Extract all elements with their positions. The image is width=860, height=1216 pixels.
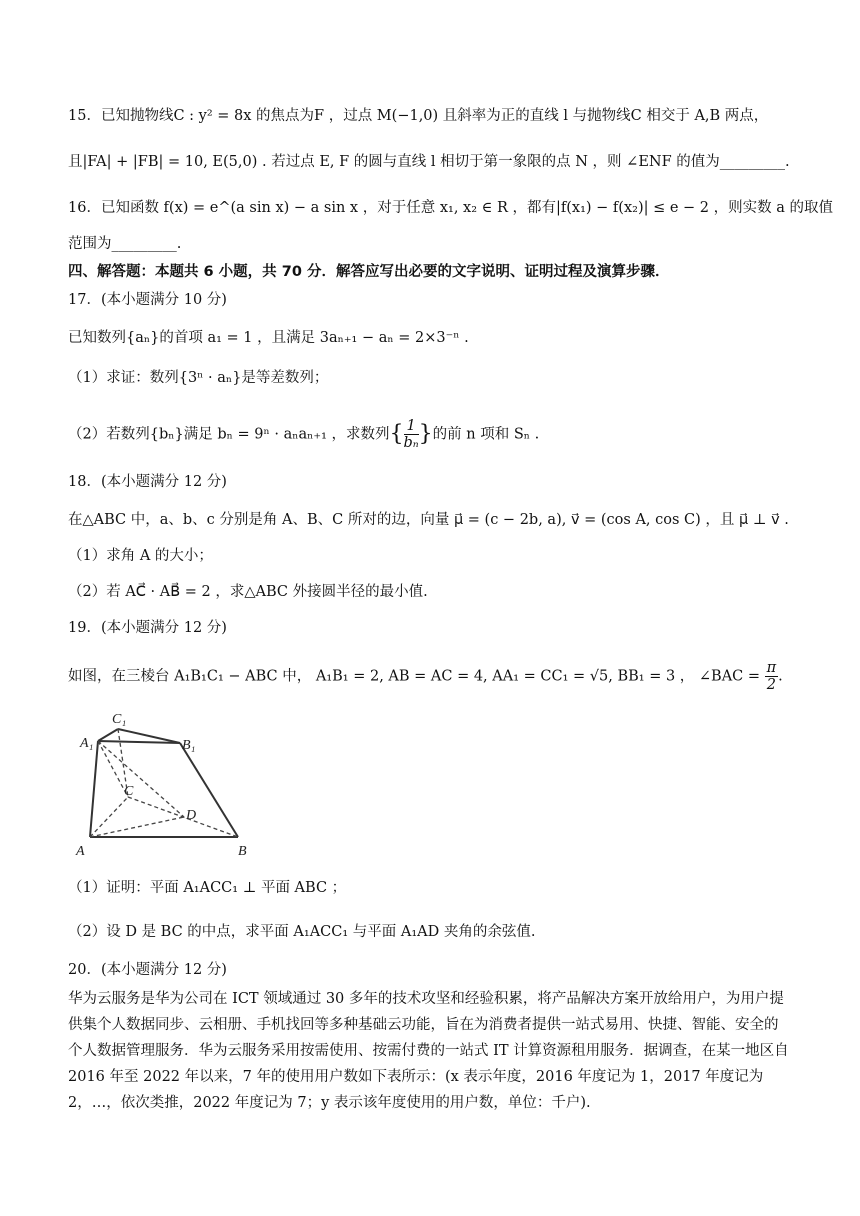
p19-frac-den: 2 — [766, 677, 777, 693]
p15-line2: 且|FA| + |FB| = 10, E(5,0) . 若过点 E, F 的圆与直线 l 相切于第一象限的点 N ，则 ∠ENF 的值为_________. — [68, 154, 790, 170]
label-B: B — [238, 844, 247, 859]
p19-q1: （1）证明：平面 A₁ACC₁ ⊥ 平面 ABC ； — [68, 880, 347, 896]
label-A1: A₁ — [80, 736, 94, 751]
label-D: D — [186, 808, 197, 823]
edge-A1D — [98, 741, 184, 817]
p16-line2: 范围为_________. — [68, 236, 182, 252]
edge-A1B1 — [98, 741, 180, 743]
p19-stem-fraction — [765, 660, 779, 693]
p18-q1: （1）求角 A 的大小； — [68, 548, 213, 564]
p19-stem-post: . — [778, 668, 783, 685]
p16-line1: 16．已知函数 f(x) = e^(a sin x) − a sin x ，对于任意 x₁, x₂ ∈ R ，都有|f(x₁) − f(x₂)| ≤ e − 2 ，则实数 a 的取值 — [68, 200, 834, 216]
p18-header: 18．(本小题满分 12 分) — [68, 474, 227, 490]
p17-frac-den: bₙ — [403, 435, 419, 451]
edge-AA1 — [90, 741, 98, 837]
p17-q2-post: 的前 n 项和 Sₙ . — [432, 426, 540, 443]
frustum-figure — [72, 705, 268, 861]
label-B1: B₁ — [182, 738, 196, 753]
edge-A1C1 — [98, 729, 118, 741]
edge-AD — [90, 817, 184, 837]
p20-header: 20．(本小题满分 12 分) — [68, 962, 227, 978]
p18-q2: （2）若 AC⃗ · AB⃗ = 2 ，求△ABC 外接圆半径的最小值. — [68, 584, 428, 600]
edge-AC — [90, 797, 128, 837]
label-C: C — [124, 784, 134, 799]
p17-frac-num: 1 — [404, 418, 419, 435]
p19-stem — [68, 660, 783, 693]
p18-stem: 在△ABC 中，a、b、c 分别是角 A、B、C 所对的边，向量 μ⃗ = (c − 2b, a), v⃗ = (cos A, cos C) ，且 μ⃗ ⊥ v⃗ . — [68, 512, 789, 528]
p17-stem: 已知数列{aₙ}的首项 a₁ = 1 ，且满足 3aₙ₊₁ − aₙ = 2×3⁻ⁿ . — [68, 330, 469, 346]
p17-q2-fraction — [404, 418, 419, 451]
edge-CB — [128, 797, 238, 837]
p17-q1: （1）求证：数列{3ⁿ · aₙ}是等差数列； — [68, 370, 329, 386]
p15-line1: 15．已知抛物线C : y² = 8x 的焦点为F ，过点 M(−1,0) 且斜率为正的直线 l 与抛物线C 相交于 A,B 两点， — [68, 108, 769, 124]
section-four-title: 四、解答题：本题共 6 小题，共 70 分．解答应写出必要的文字说明、证明过程及演算步骤． — [68, 264, 670, 280]
p17-header: 17．(本小题满分 10 分) — [68, 292, 227, 308]
label-A: A — [76, 844, 85, 859]
p19-frac-num: π — [766, 660, 777, 676]
p17-q2-pre: （2）若数列{bₙ}满足 bₙ = 9ⁿ · aₙaₙ₊₁ ，求数列 — [68, 426, 390, 443]
p19-header: 19．(本小题满分 12 分) — [68, 620, 227, 636]
label-C1: C₁ — [112, 712, 127, 727]
p19-q2: （2）设 D 是 BC 的中点，求平面 A₁ACC₁ 与平面 A₁AD 夹角的余弦值. — [68, 924, 536, 940]
p20-paragraph: 华为云服务是华为公司在 ICT 领域通过 30 多年的技术攻坚和经验积累，将产品解决方案开放给用户，为用户提供集个人数据同步、云相册、手机找回等多种基础云功能，旨在为消费者提供一站式易用、快捷、智能、安全的个人数据管理服务．华为云服务采用按需使用、按需付费的一站式 IT 计算资源租用服务．据调查，在某一地区自 2016 年至 2022 年以来，7 年的使用用户数如下表所示：(x 表示年度，2016 年度记为 1，2017 年度记为 2，…，依次类推，2022 年度记为 7；y 表示该年度使用的用户数，单位：千户). — [68, 991, 789, 1111]
p19-stem-pre: 如图，在三棱台 A₁B₁C₁ − ABC 中， A₁B₁ = 2, AB = AC = 4, AA₁ = CC₁ = √5, BB₁ = 3 ， ∠BAC = — [68, 668, 761, 685]
p17-q2: （2）若数列{bₙ}满足 bₙ = 9ⁿ · aₙaₙ₊₁ ，求数列{ $\frac{1}{\text{bₙ}}$ }的前 n 项和 Sₙ . — [68, 418, 540, 451]
